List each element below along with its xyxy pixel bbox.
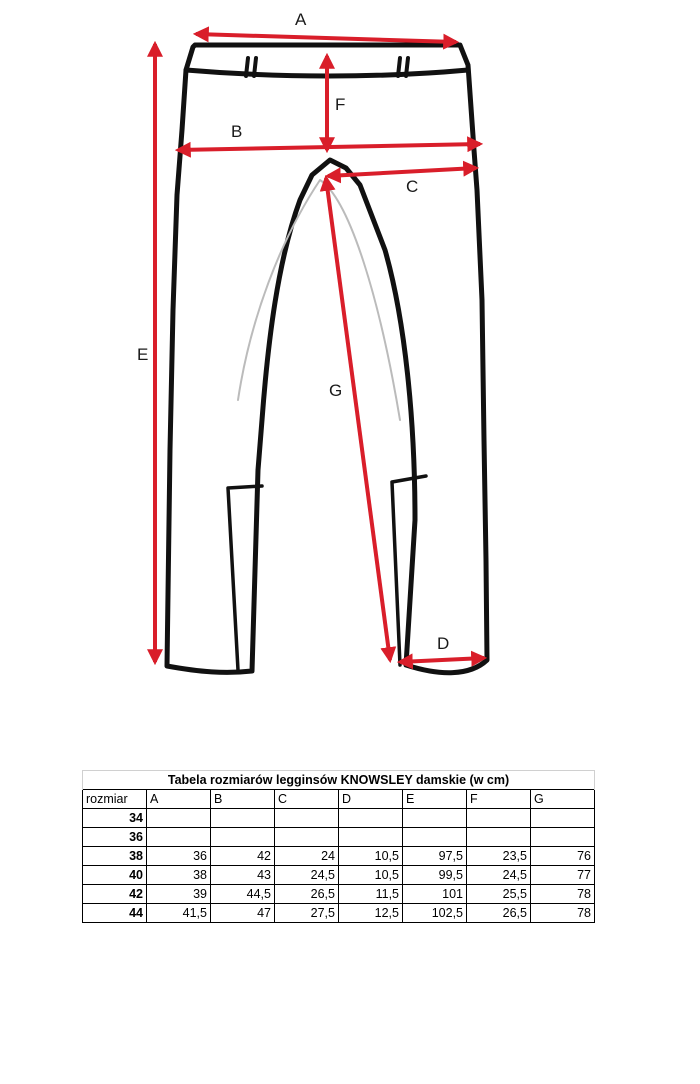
size-cell: 44: [83, 904, 147, 923]
value-cell: [275, 809, 339, 828]
value-cell: 101: [403, 885, 467, 904]
value-cell: [147, 809, 211, 828]
value-cell: [339, 809, 403, 828]
value-cell: 27,5: [275, 904, 339, 923]
table-title-row: [83, 771, 595, 790]
value-cell: 36: [147, 847, 211, 866]
value-cell: 11,5: [339, 885, 403, 904]
value-cell: 24,5: [275, 866, 339, 885]
size-table: [82, 770, 595, 923]
value-cell: 24: [275, 847, 339, 866]
header-col-b: B: [211, 790, 275, 809]
size-cell: 36: [83, 828, 147, 847]
arrow-g: [326, 178, 390, 660]
value-cell: [147, 828, 211, 847]
value-cell: 44,5: [211, 885, 275, 904]
value-cell: [403, 809, 467, 828]
value-cell: 78: [531, 904, 595, 923]
inseam-shadow: [238, 180, 400, 420]
value-cell: 47: [211, 904, 275, 923]
value-cell: 102,5: [403, 904, 467, 923]
label-c: C: [406, 177, 419, 196]
label-d: D: [437, 634, 450, 653]
value-cell: 99,5: [403, 866, 467, 885]
value-cell: 41,5: [147, 904, 211, 923]
value-cell: 10,5: [339, 866, 403, 885]
header-col-e: E: [403, 790, 467, 809]
value-cell: [403, 828, 467, 847]
value-cell: 42: [211, 847, 275, 866]
label-g: G: [329, 381, 343, 400]
size-cell: 34: [83, 809, 147, 828]
value-cell: 97,5: [403, 847, 467, 866]
size-cell: 38: [83, 847, 147, 866]
header-col-g: G: [531, 790, 595, 809]
table-row: [83, 904, 595, 923]
header-size: rozmiar: [83, 790, 147, 809]
value-cell: 24,5: [467, 866, 531, 885]
waistband-gap-right-2: [406, 58, 408, 76]
label-f: F: [335, 95, 346, 114]
value-cell: 39: [147, 885, 211, 904]
waistband-gap-left-2: [254, 58, 256, 76]
table-title: Tabela rozmiarów legginsów KNOWSLEY damskie (w cm): [83, 771, 595, 790]
value-cell: [339, 828, 403, 847]
value-cell: 26,5: [467, 904, 531, 923]
table-row: [83, 828, 595, 847]
value-cell: 43: [211, 866, 275, 885]
value-cell: [467, 809, 531, 828]
value-cell: [211, 828, 275, 847]
measurement-arrows: [155, 34, 484, 662]
value-cell: 12,5: [339, 904, 403, 923]
label-e: E: [137, 345, 149, 364]
table-header-row: [83, 790, 595, 809]
value-cell: [531, 809, 595, 828]
value-cell: 38: [147, 866, 211, 885]
value-cell: [531, 828, 595, 847]
size-cell: 40: [83, 866, 147, 885]
value-cell: [275, 828, 339, 847]
arrow-d: [400, 658, 484, 662]
waistband-gap-left: [246, 58, 248, 76]
value-cell: 10,5: [339, 847, 403, 866]
waistband-gap-right: [398, 58, 400, 76]
header-col-a: A: [147, 790, 211, 809]
size-cell: 42: [83, 885, 147, 904]
value-cell: 25,5: [467, 885, 531, 904]
header-col-d: D: [339, 790, 403, 809]
value-cell: 77: [531, 866, 595, 885]
table-row: [83, 847, 595, 866]
table-row: [83, 866, 595, 885]
header-col-c: C: [275, 790, 339, 809]
arrow-a: [196, 34, 456, 42]
table-row: [83, 809, 595, 828]
value-cell: [467, 828, 531, 847]
header-col-f: F: [467, 790, 531, 809]
value-cell: 78: [531, 885, 595, 904]
label-a: A: [295, 10, 307, 29]
value-cell: 23,5: [467, 847, 531, 866]
table-row: [83, 885, 595, 904]
value-cell: 76: [531, 847, 595, 866]
value-cell: [211, 809, 275, 828]
value-cell: 26,5: [275, 885, 339, 904]
label-b: B: [231, 122, 243, 141]
